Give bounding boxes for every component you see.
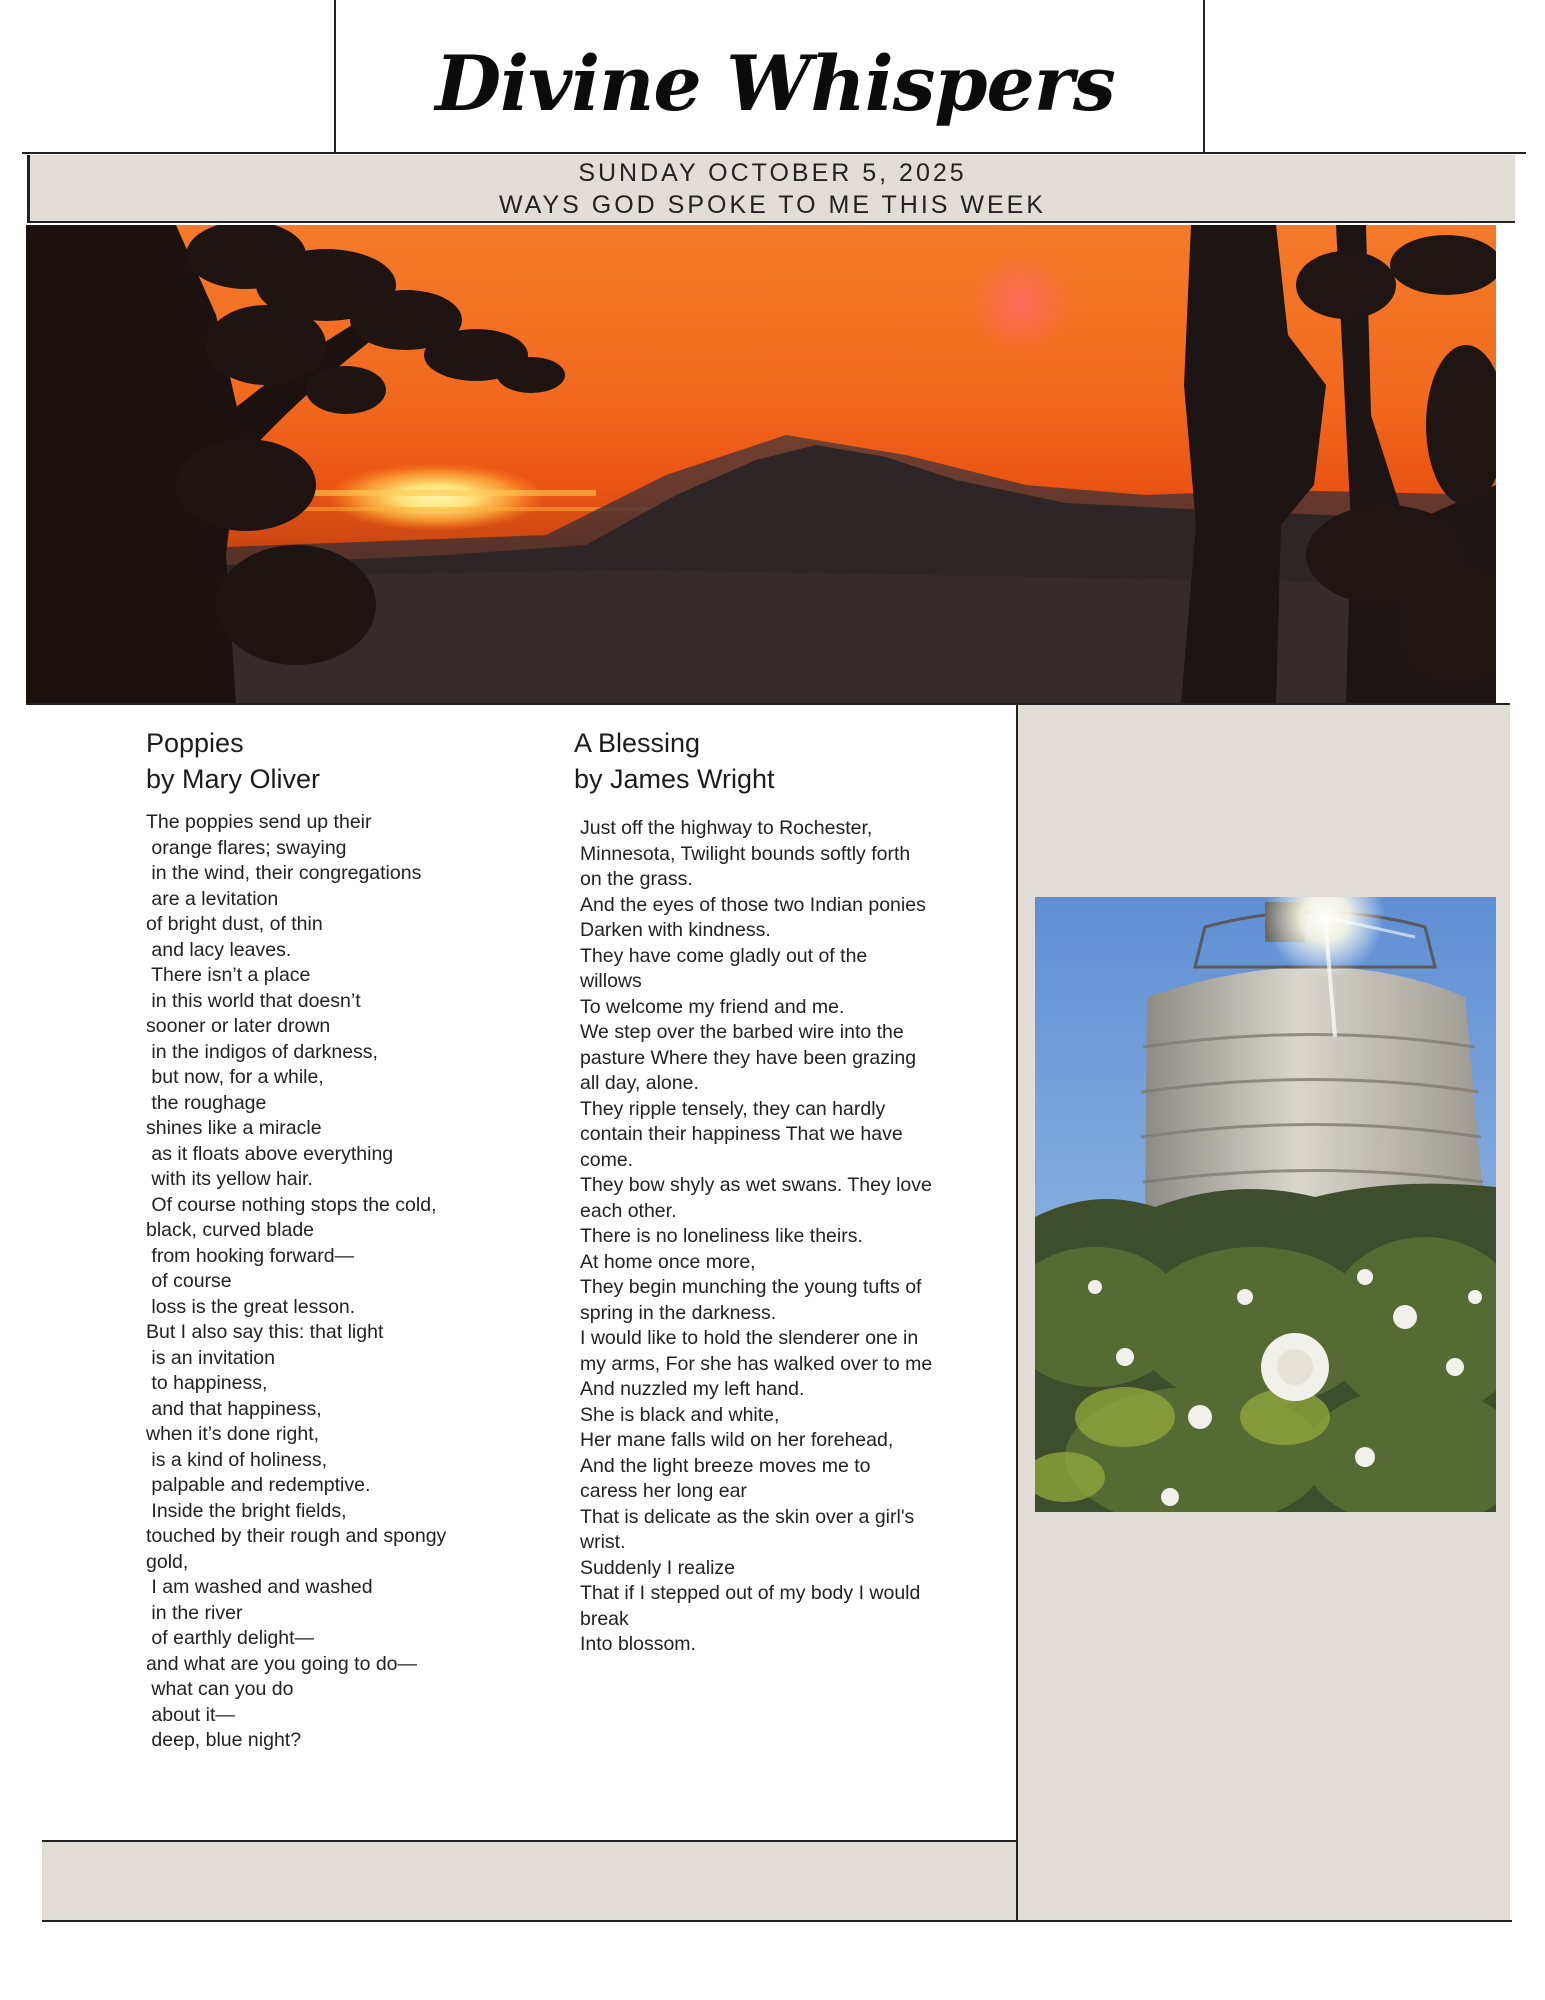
poem-line: pasture Where they have been grazing — [580, 1046, 917, 1069]
poem-line: Darken with kindness. — [580, 919, 771, 941]
poem-line: as it floats above everything — [146, 1142, 394, 1165]
poem-line: contain their happiness That we have — [580, 1123, 903, 1145]
poem-line: in the wind, their congregations — [146, 862, 422, 884]
poem-line: We step over the barbed wire into the — [580, 1021, 904, 1043]
poem-line: the roughage — [146, 1091, 267, 1114]
poem-line: touched by their rough and spongy — [146, 1525, 447, 1547]
date-band — [27, 155, 1515, 223]
poem-line: They begin munching the young tufts of — [580, 1276, 922, 1298]
poem-1-heading — [146, 725, 320, 797]
poem-line: gold, — [146, 1550, 189, 1573]
column-divider — [1016, 703, 1018, 1921]
poem-line: There is no loneliness like theirs. — [580, 1225, 863, 1247]
poem-line: The poppies send up their — [146, 811, 372, 833]
poem-line: But I also say this: that light — [146, 1321, 384, 1343]
masthead-title: Divine Whispers — [435, 38, 1115, 128]
poem-line: are a levitation — [146, 887, 279, 910]
poem-line: Minnesota, Twilight bounds softly forth — [580, 842, 911, 865]
poem-line: I am washed and washed — [146, 1576, 373, 1598]
poem-line: shines like a miracle — [146, 1117, 322, 1139]
poem-1-author: by Mary Oliver — [146, 764, 321, 794]
water-tower-photo — [1035, 897, 1496, 1512]
poem-1-title: Poppies — [146, 728, 244, 758]
poem-line: all day, alone. — [580, 1072, 699, 1094]
poem-line: Inside the bright fields, — [146, 1499, 347, 1522]
poem-line: but now, for a while, — [146, 1066, 324, 1088]
poem-line: about it— — [146, 1703, 235, 1726]
issue-date: SUNDAY OCTOBER 5, 2025 — [578, 159, 967, 187]
poem-line: At home once more, — [580, 1250, 756, 1273]
poem-line: to happiness, — [146, 1372, 268, 1394]
poem-line: black, curved blade — [146, 1219, 315, 1241]
poem-line: each other. — [580, 1199, 677, 1222]
poem-line: Suddenly I realize — [580, 1556, 736, 1579]
poem-line: loss is the great lesson. — [146, 1295, 356, 1318]
poem-line: To welcome my friend and me. — [580, 995, 845, 1018]
masthead-rule — [22, 152, 1526, 154]
poem-line: wrist. — [580, 1531, 626, 1553]
poem-line: They have come gladly out of the — [580, 944, 868, 967]
poem-2-text — [580, 816, 1010, 1658]
poem-line: sooner or later drown — [146, 1015, 331, 1037]
poem-line: deep, blue night? — [146, 1729, 302, 1751]
footer-band — [42, 1842, 1018, 1921]
poem-line: They ripple tensely, they can hardly — [580, 1097, 886, 1120]
poem-line: palpable and redemptive. — [146, 1474, 371, 1496]
poem-line: That is delicate as the skin over a girl's — [580, 1505, 915, 1528]
poem-line: She is black and white, — [580, 1403, 780, 1426]
poem-line: Into blossom. — [580, 1633, 696, 1655]
poem-line: of bright dust, of thin — [146, 913, 323, 935]
poem-line: willows — [580, 970, 642, 992]
sunset-photo — [26, 225, 1496, 703]
poem-line: of course — [146, 1270, 232, 1292]
poem-line: is an invitation — [146, 1346, 275, 1369]
footer-bottom-rule — [42, 1920, 1512, 1922]
poem-line: They bow shyly as wet swans. They love — [580, 1174, 932, 1196]
poem-line: That if I stepped out of my body I would — [580, 1582, 921, 1604]
poem-line: I would like to hold the slenderer one in — [580, 1327, 919, 1349]
poem-line: And the eyes of those two Indian ponies — [580, 893, 926, 916]
poem-line: in the river — [146, 1601, 243, 1624]
poem-line: and that happiness, — [146, 1397, 322, 1420]
poem-line: and what are you going to do— — [146, 1652, 418, 1675]
poem-2-title: A Blessing — [574, 728, 701, 758]
poem-line: Of course nothing stops the cold, — [146, 1193, 437, 1216]
poem-line: Just off the highway to Rochester, — [580, 817, 873, 839]
poem-line: on the grass. — [580, 868, 693, 890]
poem-line: in this world that doesn’t — [146, 989, 361, 1012]
poem-line: in the indigos of darkness, — [146, 1040, 378, 1063]
poem-line: orange flares; swaying — [146, 836, 347, 859]
poem-line: break — [580, 1607, 629, 1630]
content-top-rule — [26, 703, 1510, 705]
poem-line: when it’s done right, — [146, 1423, 320, 1445]
poem-line: come. — [580, 1148, 634, 1171]
poem-line: spring in the darkness. — [580, 1301, 777, 1324]
footer-top-rule — [42, 1840, 1018, 1842]
poem-line: There isn’t a place — [146, 964, 311, 986]
poem-2-heading — [574, 725, 775, 797]
poem-line: from hooking forward— — [146, 1244, 355, 1267]
poem-line: caress her long ear — [580, 1480, 747, 1502]
poem-line: is a kind of holiness, — [146, 1448, 328, 1471]
poem-2-author: by James Wright — [574, 764, 775, 794]
poem-line: of earthly delight— — [146, 1627, 315, 1649]
poem-line: And the light breeze moves me to — [580, 1454, 871, 1477]
masthead-divider-left — [334, 0, 336, 152]
poem-line: and lacy leaves. — [146, 938, 292, 961]
poem-line: Her mane falls wild on her forehead, — [580, 1429, 894, 1451]
poem-line: my arms, For she has walked over to me — [580, 1352, 933, 1375]
poem-line: what can you do — [146, 1678, 294, 1700]
poem-line: with its yellow hair. — [146, 1168, 313, 1190]
issue-subtitle: WAYS GOD SPOKE TO ME THIS WEEK — [498, 191, 1047, 219]
poem-1-text — [146, 810, 546, 1754]
poem-line: And nuzzled my left hand. — [580, 1378, 805, 1400]
